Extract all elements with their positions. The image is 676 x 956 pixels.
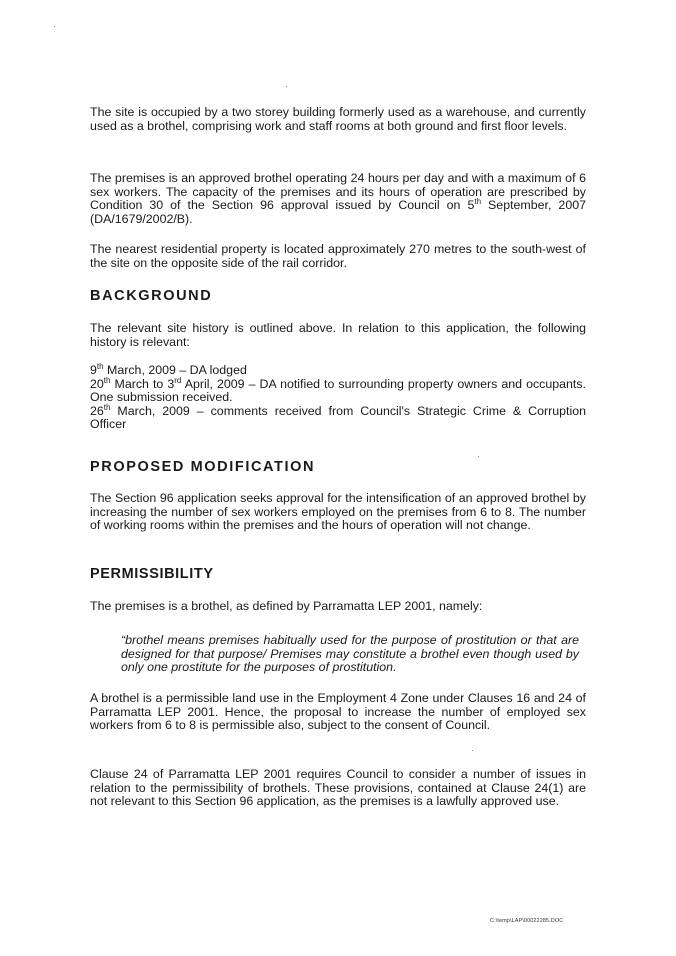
site-description-paragraph: The site is occupied by a two storey building formerly used as a warehouse, and currently used as a brothel, comprising work and staff rooms at both ground and first floor levels. bbox=[90, 105, 586, 133]
history-item-text: March to 3 bbox=[110, 376, 175, 391]
scan-speck bbox=[286, 86, 287, 87]
history-date-day: 20 bbox=[90, 376, 104, 391]
clause-24-paragraph: Clause 24 of Parramatta LEP 2001 requires Council to consider a number of issues in relation to the permissibility of brothels. These provisions, contained at Clause 24(1) are not relevant to this Section 96 application, as the premises is a lawfully approved use. bbox=[90, 767, 586, 809]
history-item-notified bbox=[90, 375, 586, 405]
history-date-sup: th bbox=[96, 362, 104, 371]
scan-speck bbox=[54, 26, 55, 27]
approved-brothel-paragraph bbox=[90, 172, 586, 226]
nearest-residential-paragraph: The nearest residential property is located approximately 270 metres to the south-west of the site on the opposite side of the rail corridor. bbox=[90, 242, 586, 270]
permissibility-heading: PERMISSIBILITY bbox=[90, 566, 214, 582]
history-date-sup: rd bbox=[174, 375, 182, 385]
history-item-comments bbox=[90, 402, 586, 432]
history-date-sup: th bbox=[103, 402, 111, 412]
brothel-definition-quote: “brothel means premises habitually used for the purpose of prostitution or that are designed for that purpose/ Premises may constitute a brothel even though used by only one prostitute for the purposes of prostitution. bbox=[121, 633, 579, 675]
history-date-day: 26 bbox=[90, 403, 104, 418]
history-date-sup: th bbox=[103, 375, 111, 385]
history-date-day: 9 bbox=[90, 363, 97, 377]
proposed-modification-heading: PROPOSED MODIFICATION bbox=[90, 459, 316, 475]
history-list bbox=[90, 364, 586, 432]
permissible-use-paragraph: A brothel is a permissible land use in the Employment 4 Zone under Clauses 16 and 24 of Parramatta LEP 2001. Hence, the proposal to increase the number of employed sex workers from 6 to 8 is permissible also, subject to the consent of Council. bbox=[90, 691, 586, 733]
scan-speck bbox=[478, 456, 479, 457]
history-item-text: April, 2009 – DA notified to surrounding property owners and occupants. One submission received. bbox=[90, 376, 586, 405]
approved-superscript: th bbox=[474, 197, 482, 207]
proposed-modification-paragraph: The Section 96 application seeks approval for the intensification of an approved brothel by increasing the number of sex workers employed on the premises from 6 to 8. The number of working rooms within the premises and the hours of operation will not change. bbox=[90, 491, 586, 533]
history-item-lodged bbox=[90, 364, 586, 378]
history-item-text: March, 2009 – comments received from Council's Strategic Crime & Corruption Officer bbox=[90, 403, 586, 432]
background-heading: BACKGROUND bbox=[90, 288, 213, 304]
approved-text-b: September, 2007 (DA/1679/2002/B). bbox=[90, 198, 586, 226]
permissibility-intro: The premises is a brothel, as defined by Parramatta LEP 2001, namely: bbox=[90, 599, 483, 613]
file-path-footer: C:\temp\LAP\00022285.DOC bbox=[490, 918, 564, 924]
background-intro: The relevant site history is outlined above. In relation to this application, the following history is relevant: bbox=[90, 321, 586, 349]
approved-text-a: The premises is an approved brothel operating 24 hours per day and with a maximum of 6 sex workers. The capacity of the premises and its hours of operation are prescribed by Condition 30 of the Section 96 approval issued by Council on 5 bbox=[90, 171, 586, 213]
scan-speck bbox=[472, 750, 473, 751]
history-item-text: March, 2009 – DA lodged bbox=[103, 363, 247, 377]
